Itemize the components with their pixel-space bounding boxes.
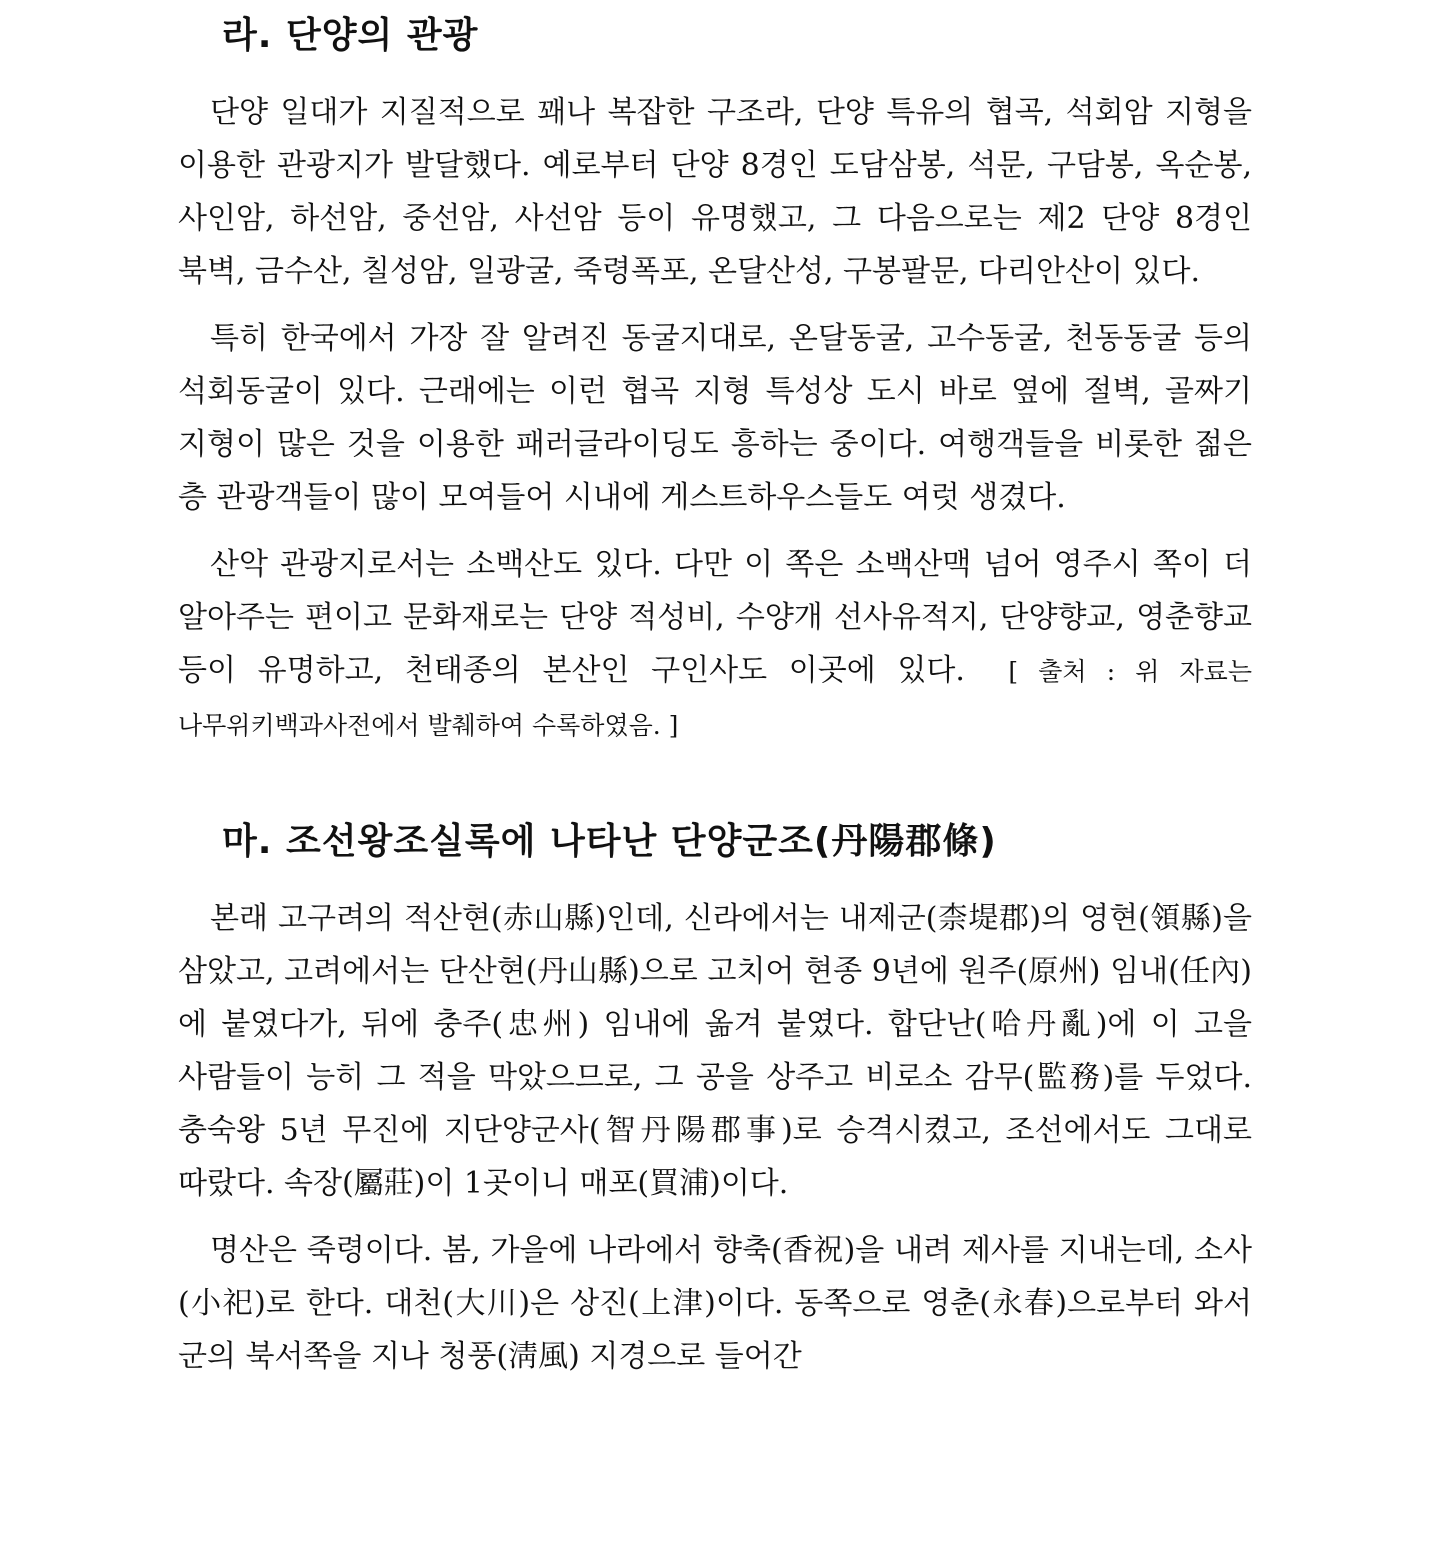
paragraph-text: 산악 관광지로서는 소백산도 있다. 다만 이 쪽은 소백산맥 넘어 영주시 쪽이 더 알아주는 편이고 문화재로는 단양 적성비, 수양개 선사유적지, 단양향교, 영춘향교 등이 유명하고, 천태종의 본산인 구인사도 이곳에 있다. (178, 547, 1252, 688)
paragraph: 명산은 죽령이다. 봄, 가을에 나라에서 향축(香祝)을 내려 제사를 지내는데, 소사(小祀)로 한다. 대천(大川)은 상진(上津)이다. 동쪽으로 영춘(永春)으로부터 와서 군의 북서쪽을 지나 청풍(淸風) 지경으로 들어간 (178, 1233, 1252, 1374)
paragraph-with-source (178, 538, 1252, 752)
section-danyang-tourism (178, 0, 1252, 752)
document-page (178, 0, 1252, 1383)
source-note: [ 출처 : 위 자료는 나무위키백과사전에서 발췌하여 수록하였음. ] (178, 657, 1252, 740)
paragraph: 특히 한국에서 가장 잘 알려진 동굴지대로, 온달동굴, 고수동굴, 천동동굴 등의 석회동굴이 있다. 근래에는 이런 협곡 지형 특성상 도시 바로 옆에 절벽, 골짜기 지형이 많은 것을 이용한 패러글라이딩도 흥하는 중이다. 여행객들을 비롯한 젊은 층 관광객들이 많이 모여들어 시내에 게스트하우스들도 여럿 생겼다. (178, 321, 1252, 515)
section-title: 마. 조선왕조실록에 나타난 단양군조(丹陽郡條) (222, 821, 997, 862)
paragraph: 본래 고구려의 적산현(赤山縣)인데, 신라에서는 내제군(柰堤郡)의 영현(領縣)을 삼았고, 고려에서는 단산현(丹山縣)으로 고치어 현종 9년에 원주(原州) 임내(任內)에 붙였다가, 뒤에 충주(忠州) 임내에 옮겨 붙였다. 합단난(哈丹亂)에 이 고을 사람들이 능히 그 적을 막았으므로, 그 공을 상주고 비로소 감무(監務)를 두었다. 충숙왕 5년 무진에 지단양군사(智丹陽郡事)로 승격시켰고, 조선에서도 그대로 따랐다. 속장(屬莊)이 1곳이니 매포(買浦)이다. (178, 901, 1252, 1201)
section-title: 라. 단양의 관광 (222, 15, 479, 56)
section-joseon-annals (178, 806, 1252, 1383)
paragraph: 단양 일대가 지질적으로 꽤나 복잡한 구조라, 단양 특유의 협곡, 석회암 지형을 이용한 관광지가 발달했다. 예로부터 단양 8경인 도담삼봉, 석문, 구담봉, 옥순봉, 사인암, 하선암, 중선암, 사선암 등이 유명했고, 그 다음으로는 제2 단양 8경인 북벽, 금수산, 칠성암, 일광굴, 죽령폭포, 온달산성, 구봉팔문, 다리안산이 있다. (178, 95, 1252, 289)
